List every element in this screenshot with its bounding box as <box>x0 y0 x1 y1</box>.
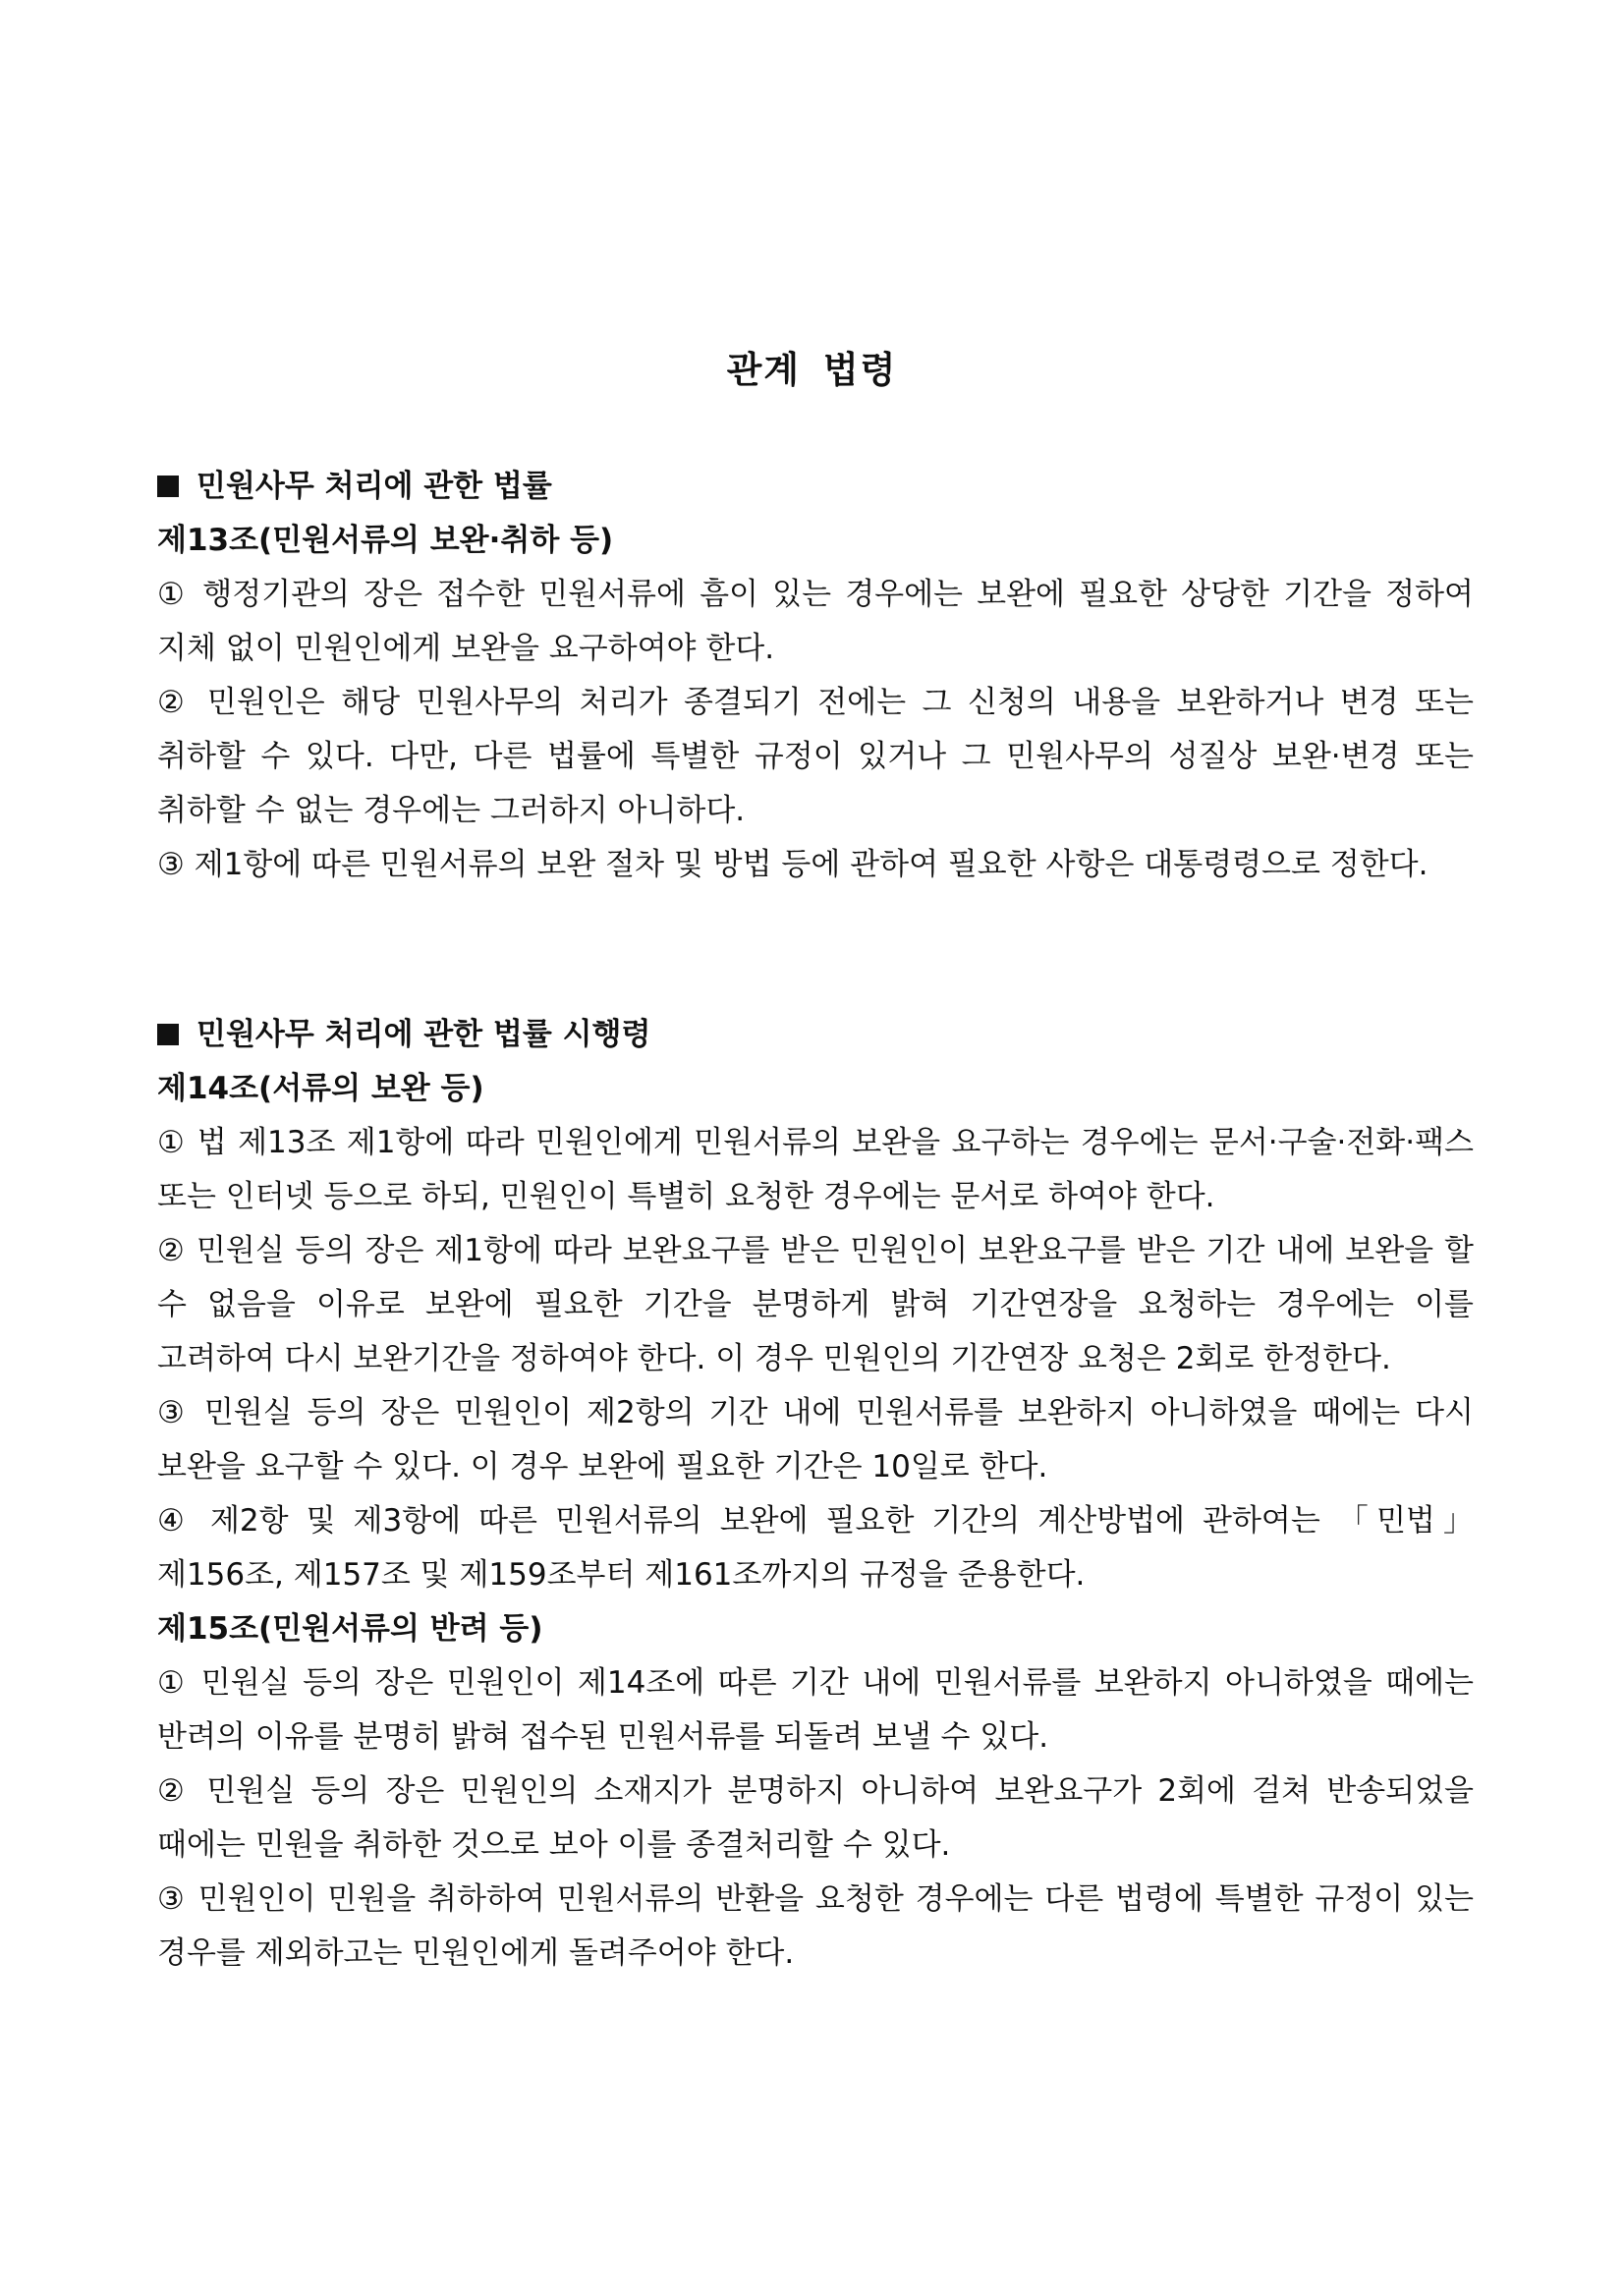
paragraph: ② 민원실 등의 장은 제1항에 따라 보완요구를 받은 민원인이 보완요구를 받은 기간 내에 보완을 할 수 없음을 이유로 보완에 필요한 기간을 분명하게 밝혀 기간연장을 요청하는 경우에는 이를 고려하여 다시 보완기간을 정하여야 한다. 이 경우 민원인의 기간연장 요청은 2회로 한정한다. <box>157 1233 1474 1376</box>
paragraph: ③ 제1항에 따른 민원서류의 보완 절차 및 방법 등에 관하여 필요한 사항은 대통령령으로 정한다. <box>157 847 1428 882</box>
section-heading-text: 민원사무 처리에 관한 법률 시행령 <box>196 1017 651 1052</box>
paragraph: ③ 민원인이 민원을 취하하여 민원서류의 반환을 요청한 경우에는 다른 법령에 특별한 규정이 있는 경우를 제외하고는 민원인에게 돌려주어야 한다. <box>157 1881 1474 1971</box>
black-square-icon <box>157 476 179 497</box>
article-heading: 제15조(민원서류의 반려 등) <box>157 1611 543 1647</box>
paragraph: ③ 민원실 등의 장은 민원인이 제2항의 기간 내에 민원서류를 보완하지 아니하였을 때에는 다시 보완을 요구할 수 있다. 이 경우 보완에 필요한 기간은 10일로 한다. <box>157 1395 1474 1484</box>
section-enforcement-decree <box>157 1008 1474 1981</box>
section-heading <box>157 460 1474 514</box>
paragraph: ① 행정기관의 장은 접수한 민원서류에 흠이 있는 경우에는 보완에 필요한 상당한 기간을 정하여 지체 없이 민원인에게 보완을 요구하여야 한다. <box>157 577 1474 666</box>
article-heading: 제14조(서류의 보완 등) <box>157 1071 484 1106</box>
section-heading <box>157 1008 1474 1062</box>
paragraph: ① 법 제13조 제1항에 따라 민원인에게 민원서류의 보완을 요구하는 경우에는 문서·구술·전화·팩스 또는 인터넷 등으로 하되, 민원인이 특별히 요청한 경우에는 문서로 하여야 한다. <box>157 1125 1474 1214</box>
section-civil-affairs-act <box>157 460 1474 892</box>
paragraph: ② 민원실 등의 장은 민원인의 소재지가 분명하지 아니하여 보완요구가 2회에 걸쳐 반송되었을 때에는 민원을 취하한 것으로 보아 이를 종결처리할 수 있다. <box>157 1773 1474 1863</box>
section-heading-text: 민원사무 처리에 관한 법률 <box>196 469 552 504</box>
paragraph: ④ 제2항 및 제3항에 따른 민원서류의 보완에 필요한 기간의 계산방법에 관하여는 「민법」 제156조, 제157조 및 제159조부터 제161조까지의 규정을 준용한다. <box>157 1503 1474 1593</box>
article-heading: 제13조(민원서류의 보완·취하 등) <box>157 523 614 558</box>
page-title: 관계 법령 <box>726 349 898 391</box>
black-square-icon <box>157 1024 179 1045</box>
paragraph: ② 민원인은 해당 민원사무의 처리가 종결되기 전에는 그 신청의 내용을 보완하거나 변경 또는 취하할 수 있다. 다만, 다른 법률에 특별한 규정이 있거나 그 민원사무의 성질상 보완·변경 또는 취하할 수 없는 경우에는 그러하지 아니하다. <box>157 685 1474 828</box>
paragraph: ① 민원실 등의 장은 민원인이 제14조에 따른 기간 내에 민원서류를 보완하지 아니하였을 때에는 반려의 이유를 분명히 밝혀 접수된 민원서류를 되돌려 보낼 수 있다. <box>157 1665 1474 1755</box>
